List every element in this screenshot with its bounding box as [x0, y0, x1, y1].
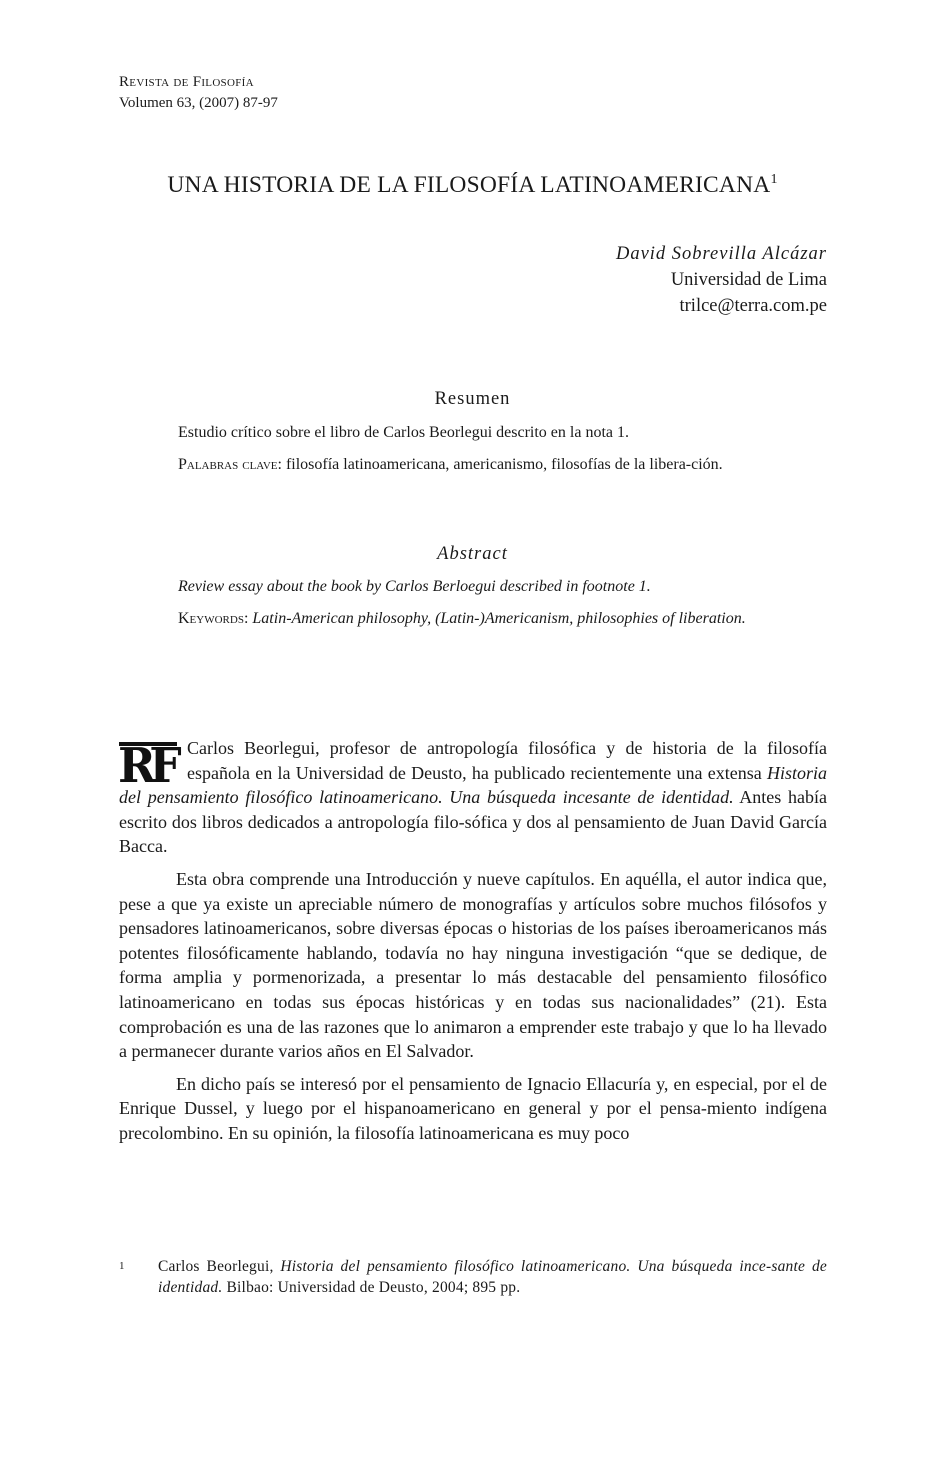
- dropcap-letters: RF: [118, 738, 175, 794]
- body-paragraph-2: Esta obra comprende una Introducción y nueve capítulos. En aquélla, el autor indica que, pese a que ya existe un apreciable número de monografías y artículos sobre muchos filósofos y pensadores latinoamericanos, sobre diversas épocas o historias de los países iberoamericanos más potentes filosóficamente hablando, todavía no hay ninguna investigación “que se dedique, de forma amplia y pormenorizada, a presentar lo más destacable del pensamiento filosófico latinoamericano en todas sus épocas históricas y en todas sus nacionalidades” (21). Esta comprobación es una de las razones que lo animaron a emprender este trabajo y que lo ha llevado a permanecer durante varios años en El Salvador.: [119, 868, 827, 1062]
- abstract-keywords-sep: :: [243, 610, 253, 627]
- journal-name: Revista de Filosofía: [119, 74, 254, 90]
- resumen-keywords-text: : filosofía latinoamericana, americanismo, filosofías de la libera-ción.: [277, 456, 723, 473]
- abstract-block: [178, 576, 770, 640]
- author-affiliation: Universidad de Lima: [670, 270, 827, 290]
- footnote-book-title: Historia del pensamiento filosófico latinoamericano. Una búsqueda ince-sante de identidad.: [158, 1258, 827, 1296]
- journal-header: [119, 72, 278, 114]
- abstract-keywords: [178, 608, 770, 629]
- p1-text-a: Carlos Beorlegui, profesor de antropología filosófica y de historia de la filosofía española en la Universidad de Deusto, ha publicado recientemente una extensa: [187, 738, 827, 783]
- journal-volume: Volumen 63, (2007) 87-97: [119, 95, 278, 111]
- p1-text-b: Antes había escrito dos libros dedicados a antropología filo-sófica y dos al pensamiento de Juan David García Bacca.: [119, 787, 827, 857]
- footnote-rest: Bilbao: Universidad de Deusto, 2004; 895 pp.: [222, 1279, 521, 1296]
- footnote-text: [158, 1256, 827, 1298]
- author-name: David Sobrevilla Alcázar: [615, 244, 827, 264]
- article-title: [0, 172, 945, 199]
- resumen-keywords: [178, 454, 770, 475]
- body-paragraph-3: En dicho país se interesó por el pensamiento de Ignacio Ellacuría y, en especial, por el de Enrique Dussel, y luego por el hispanoamericano en general y por el pensa-miento indígena precolombino. En su opinión, la filosofía latinoamericana es muy poco: [119, 1073, 827, 1143]
- author-block: [616, 241, 827, 319]
- author-email[interactable]: trilce@terra.com.pe: [679, 296, 827, 316]
- article-body: [119, 736, 827, 1154]
- title-footnote-mark[interactable]: 1: [770, 172, 778, 187]
- p1-book-title: Historia del pensamiento filosófico latinoamericano. Una búsqueda incesante de identidad.: [119, 762, 827, 808]
- abstract-text: Review essay about the book by Carlos Berloegui described in footnote 1.: [178, 578, 651, 595]
- resumen-keywords-label: Palabras clave: [178, 456, 278, 473]
- footnote-number: 1: [119, 1260, 125, 1272]
- body-paragraph-1: [119, 736, 827, 859]
- resumen-text: Estudio crítico sobre el libro de Carlos Beorlegui descrito en la nota 1.: [178, 424, 629, 441]
- resumen-block: [178, 422, 770, 486]
- footnote-author: Carlos Beorlegui,: [158, 1258, 281, 1275]
- resumen-heading: Resumen: [434, 389, 511, 409]
- abstract-heading: Abstract: [437, 544, 508, 564]
- footnote-1: [119, 1256, 827, 1298]
- abstract-keywords-label: Keywords: [178, 610, 244, 627]
- article-title-text: UNA HISTORIA DE LA FILOSOFÍA LATINOAMERICANA: [167, 172, 771, 198]
- abstract-keywords-text: Latin-American philosophy, (Latin-)Americanism, philosophies of liberation.: [252, 610, 746, 627]
- rf-dropcap-logo: [118, 738, 177, 794]
